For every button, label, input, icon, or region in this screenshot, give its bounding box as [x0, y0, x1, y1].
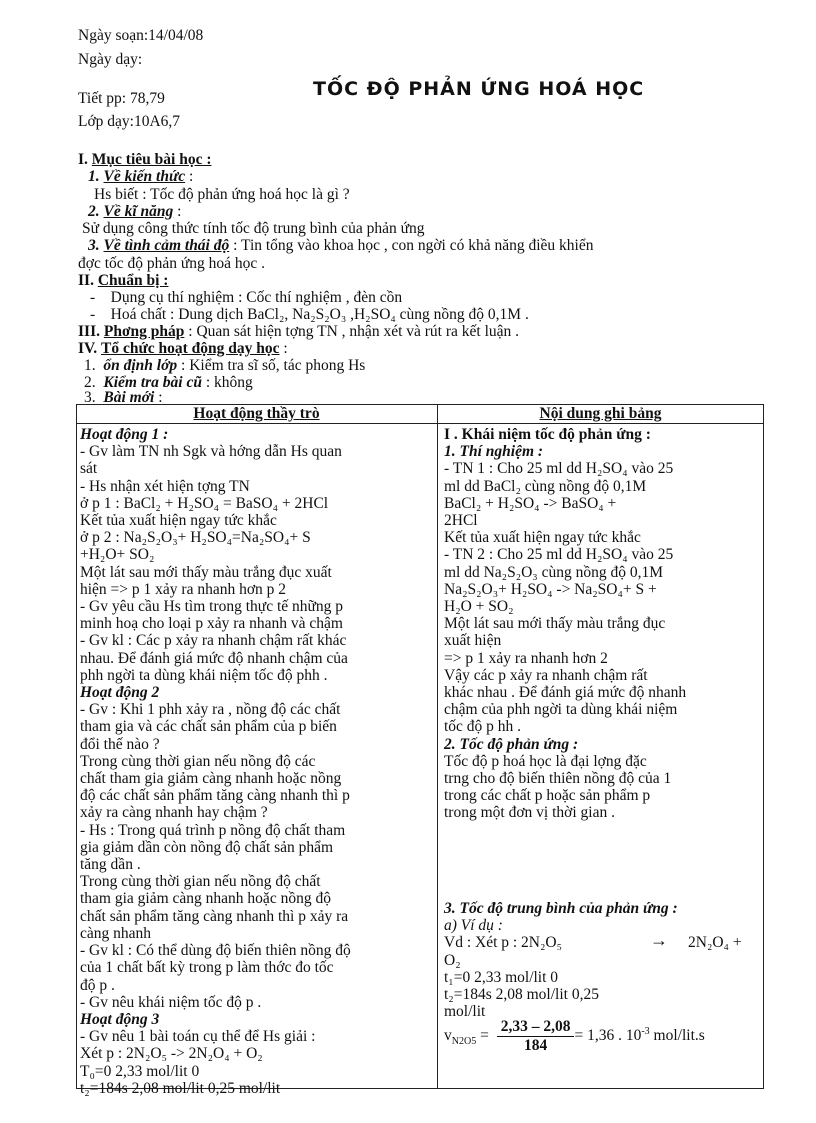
- skill-text: Sử dụng công thức tính tốc độ trung bình của phản ứng: [82, 220, 425, 237]
- class-info: Lớp dạy:10A6,7: [78, 113, 181, 130]
- table-line: trng cho độ biến thiên nồng độ của 1: [444, 770, 672, 788]
- section-1: I. Mục tiêu bài học :: [78, 151, 212, 168]
- table-line: 3. Tốc độ trung bình của phản ứng :: [444, 900, 678, 917]
- header-divider: [76, 423, 764, 424]
- table-line: - Hs : Trong quá trình p nồng độ chất tham: [80, 821, 346, 839]
- table-line: a) Ví dụ :: [444, 917, 503, 935]
- table-line: khác nhau . Để đánh giá mức độ nhanh: [444, 684, 687, 702]
- teacher-student-activities: [80, 426, 432, 1097]
- table-line: độ các chất sản phẩm tăng càng nhanh thì p: [80, 787, 350, 805]
- table-line: ml dd BaCl₂ cùng nồng độ 0,1M: [444, 477, 647, 495]
- table-line: ở p 1 : BaCl₂ + H₂SO₄ = BaSO₄ + 2HCl: [80, 494, 329, 512]
- teach-date: Ngày dạy:: [78, 51, 143, 68]
- table-line: - Gv kl : Có thể dùng độ biến thiên nồng độ: [80, 942, 351, 960]
- table-line: t₂=184s 2,08 mol/lit 0,25 mol/lit: [80, 1079, 281, 1097]
- table-line: xuất hiện: [444, 632, 502, 650]
- table-line: Trong cùng thời gian nếu nồng độ chất: [80, 873, 321, 891]
- table-line: H₂O + SO₂: [444, 598, 514, 616]
- table-line: Xét p : 2N₂O₅ -> 2N₂O₄ + O₂: [80, 1045, 263, 1063]
- prep-item: - Dụng cụ thí nghiệm : Cốc thí nghiệm , đèn cồn: [90, 289, 403, 306]
- table-line: Một lát sau mới thấy màu trắng đục xuất: [80, 563, 332, 581]
- table-line: gia giảm dần còn nồng độ chất sản phẩm: [80, 838, 334, 856]
- table-line: T₀=0 2,33 mol/lit 0: [80, 1062, 200, 1080]
- column-divider: [437, 404, 438, 1089]
- table-line: Hoạt động 2: [80, 684, 160, 702]
- table-line: => p 1 xảy ra nhanh hơn 2: [444, 649, 608, 667]
- table-line: t₁=0 2,33 mol/lit 0: [444, 968, 559, 986]
- table-line: Na₂S₂O₃+ H₂SO₄ -> Na₂SO₄+ S +: [444, 580, 657, 598]
- table-line: chất tham gia giảm càng nhanh hoặc nồng: [80, 770, 342, 788]
- table-line: ml dd Na₂S₂O₃ cùng nồng độ 0,1M: [444, 563, 663, 581]
- knowledge-text: Hs biết : Tốc độ phản ứng hoá học là gì ?: [94, 186, 350, 203]
- table-line: Hoạt động 1 :: [80, 426, 169, 443]
- section-4: IV. Tổ chức hoạt động dạy học :: [78, 340, 288, 357]
- table-line: hiện => p 1 xảy ra nhanh hơn p 2: [80, 580, 287, 598]
- table-line: I . Khái niệm tốc độ phản ứng :: [444, 426, 651, 443]
- table-line: - TN 1 : Cho 25 ml dd H₂SO₄ vào 25: [444, 460, 674, 478]
- board-content-average-rate: [444, 900, 758, 1020]
- table-line: phh ngời ta dùng khái niệm tốc độ phh .: [80, 666, 328, 684]
- activity-item: 3. Bài mới :: [84, 389, 163, 406]
- table-line: sát: [80, 460, 98, 478]
- table-line: 1. Thí nghiệm :: [444, 443, 544, 461]
- table-line: Vd : Xét p : 2N₂O₅: [444, 934, 563, 952]
- table-line: - Gv : Khi 1 phh xảy ra , nồng độ các chất: [80, 701, 341, 719]
- table-line: - Gv yêu cầu Hs tìm trong thực tế những p: [80, 598, 344, 616]
- activity-item: 1. ổn định lớp : Kiểm tra sĩ số, tác phong Hs: [84, 357, 366, 374]
- table-line: Trong cùng thời gian nếu nồng độ các: [80, 752, 316, 770]
- table-line: - Gv kl : Các p xảy ra nhanh chậm rất khác: [80, 632, 347, 650]
- table-line: 2. Tốc độ phản ứng :: [444, 735, 579, 753]
- table-line: xảy ra càng nhanh hay chậm ?: [80, 804, 268, 822]
- attitude-text: đợc tốc độ phản ứng hoá học .: [78, 255, 266, 272]
- table-line: - Hs nhận xét hiện tợng TN: [80, 477, 250, 495]
- table-line: càng nhanh: [80, 924, 152, 942]
- table-line: tham gia và các chất sản phẩm của p biến: [80, 718, 337, 736]
- table-line: - Gv làm TN nh Sgk và hớng dẫn Hs quan: [80, 443, 342, 461]
- rate-formula: $v_{N2O5}$ = $\frac{2,33 - 2,08}{184}$ = 1,36 . $10^{-3}$ mol/lit.s: [444, 1018, 705, 1054]
- table-line: chất sản phẩm tăng càng nhanh thì p xảy ra: [80, 907, 349, 925]
- attitude-heading: 3. Về tình cảm thái độ : Tin tổng vào khoa học , con ngời có khả năng điều khiển: [88, 237, 594, 254]
- prep-item: - Hoá chất : Dung dịch BaCl₂, Na₂S₂O₃ ,H₂SO₄ cùng nồng độ 0,1M .: [90, 306, 529, 323]
- table-line: tăng dần .: [80, 856, 141, 874]
- table-line: Hoạt động 3: [80, 1010, 160, 1028]
- right-column-header: Nội dung ghi bảng: [539, 405, 662, 422]
- table-line: - Gv nêu 1 bài toán cụ thể để Hs giải :: [80, 1028, 316, 1046]
- table-line: tham gia giảm càng nhanh hoặc nồng độ: [80, 890, 331, 908]
- table-line: 2HCl: [444, 512, 478, 530]
- table-line: +H₂O+ SO₂: [80, 546, 155, 564]
- table-line: Kết tủa xuất hiện ngay tức khắc: [80, 512, 277, 530]
- arrow-icon: →: [650, 930, 668, 950]
- table-line: O₂: [444, 951, 461, 969]
- table-line: Kết tủa xuất hiện ngay tức khắc: [444, 529, 641, 547]
- table-line: BaCl₂ + H₂SO₄ -> BaSO₄ +: [444, 494, 617, 512]
- table-line: tốc độ p hh .: [444, 718, 522, 736]
- table-line: ở p 2 : Na₂S₂O₃+ H₂SO₄=Na₂SO₄+ S: [80, 529, 311, 547]
- page-title: TỐC ĐỘ PHẢN ỨNG HOÁ HỌC: [313, 78, 645, 100]
- table-line: mol/lit: [444, 1003, 486, 1021]
- table-line: đổi thế nào ?: [80, 735, 160, 753]
- period: Tiết pp: 78,79: [78, 90, 165, 107]
- table-line: nhau. Để đánh giá mức độ nhanh chậm của: [80, 649, 348, 667]
- activity-item: 2. Kiểm tra bài cũ : không: [84, 374, 253, 391]
- table-line: t₂=184s 2,08 mol/lit 0,25: [444, 986, 599, 1004]
- board-content: [444, 426, 758, 822]
- table-line: trong một đơn vị thời gian .: [444, 804, 615, 822]
- section-2: II. Chuẩn bị :: [78, 272, 169, 289]
- table-line: độ p .: [80, 976, 115, 994]
- table-line: Tốc độ p hoá học là đại lợng đặc: [444, 752, 647, 770]
- prep-date: Ngày soạn:14/04/08: [78, 27, 204, 44]
- left-column-header: Hoạt động thầy trò: [193, 405, 320, 422]
- reaction-tail: 2N₂O₄ +: [688, 934, 742, 951]
- table-line: minh hoạ cho loại p xảy ra nhanh và chậm: [80, 615, 343, 633]
- table-line: chậm của phh ngời ta dùng khái niệm: [444, 701, 678, 719]
- table-line: - TN 2 : Cho 25 ml dd H₂SO₄ vào 25: [444, 546, 674, 564]
- table-line: Một lát sau mới thấy màu trắng đục: [444, 615, 666, 633]
- table-line: - Gv nêu khái niệm tốc độ p .: [80, 993, 262, 1011]
- table-line: của 1 chất bất kỳ trong p làm thớc đo tốc: [80, 959, 334, 977]
- section-3: III. Phơng pháp : Quan sát hiện tợng TN , nhận xét và rút ra kết luận .: [78, 323, 520, 340]
- skill-heading: 2. Về kĩ năng :: [88, 203, 182, 220]
- table-line: trong các chất p hoặc sản phẩm p: [444, 787, 651, 805]
- knowledge-heading: 1. Về kiến thức :: [88, 168, 194, 185]
- table-line: Vậy các p xảy ra nhanh chậm rất: [444, 666, 648, 684]
